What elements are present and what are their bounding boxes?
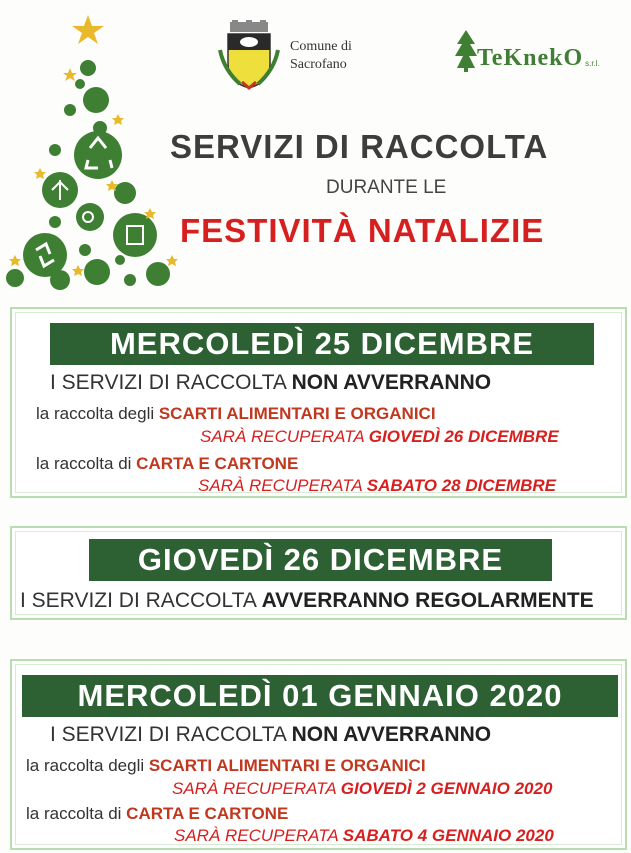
- organic-collection-line: la raccolta degli SCARTI ALIMENTARI E ORGANICI: [26, 756, 426, 775]
- star-icon: [72, 15, 104, 44]
- comune-name: [290, 38, 352, 74]
- section-jan-01: [10, 659, 627, 850]
- organic-collection-line: la raccolta degli SCARTI ALIMENTARI E ORGANICI: [36, 404, 436, 423]
- paper-recovery-line: SARÀ RECUPERATA SABATO 28 DICEMBRE: [198, 476, 557, 495]
- paper-collection-line: la raccolta di CARTA E CARTONE: [36, 454, 299, 473]
- bin-icon: [113, 213, 157, 257]
- date-banner: GIOVEDÌ 26 DICEMBRE: [89, 539, 552, 581]
- section-dec-25: [10, 307, 627, 498]
- services-status: I SERVIZI DI RACCOLTA NON AVVERRANNO: [50, 723, 492, 746]
- tekneko-logo: [455, 30, 600, 72]
- tekneko-suffix: s.r.l.: [585, 59, 600, 68]
- sacrofano-crest-icon: [218, 20, 280, 92]
- section-dec-26: [10, 526, 627, 620]
- title-sub: DURANTE LE: [326, 177, 447, 198]
- title-main: SERVIZI DI RACCOLTA: [170, 128, 549, 165]
- paper-recovery-line: SARÀ RECUPERATA SABATO 4 GENNAIO 2020: [174, 826, 554, 845]
- tekneko-wordmark: TeKnekO: [477, 45, 584, 71]
- christmas-tree-recycling-icon: [0, 10, 180, 300]
- comune-line2: Sacrofano: [290, 57, 347, 72]
- organic-recovery-line: SARÀ RECUPERATA GIOVEDÌ 26 DICEMBRE: [200, 427, 559, 446]
- organic-recovery-line: SARÀ RECUPERATA GIOVEDÌ 2 GENNAIO 2020: [172, 779, 553, 798]
- date-banner: MERCOLEDÌ 01 GENNAIO 2020: [22, 675, 618, 717]
- title-holidays: FESTIVITÀ NATALIZIE: [180, 212, 545, 249]
- date-banner: MERCOLEDÌ 25 DICEMBRE: [50, 323, 594, 365]
- services-status: I SERVIZI DI RACCOLTA AVVERRANNO REGOLARMENTE: [20, 589, 594, 612]
- pine-tree-icon: [455, 30, 477, 72]
- comune-line1: Comune di: [290, 39, 352, 54]
- services-status: I SERVIZI DI RACCOLTA NON AVVERRANNO: [50, 371, 492, 394]
- paper-collection-line: la raccolta di CARTA E CARTONE: [26, 804, 289, 823]
